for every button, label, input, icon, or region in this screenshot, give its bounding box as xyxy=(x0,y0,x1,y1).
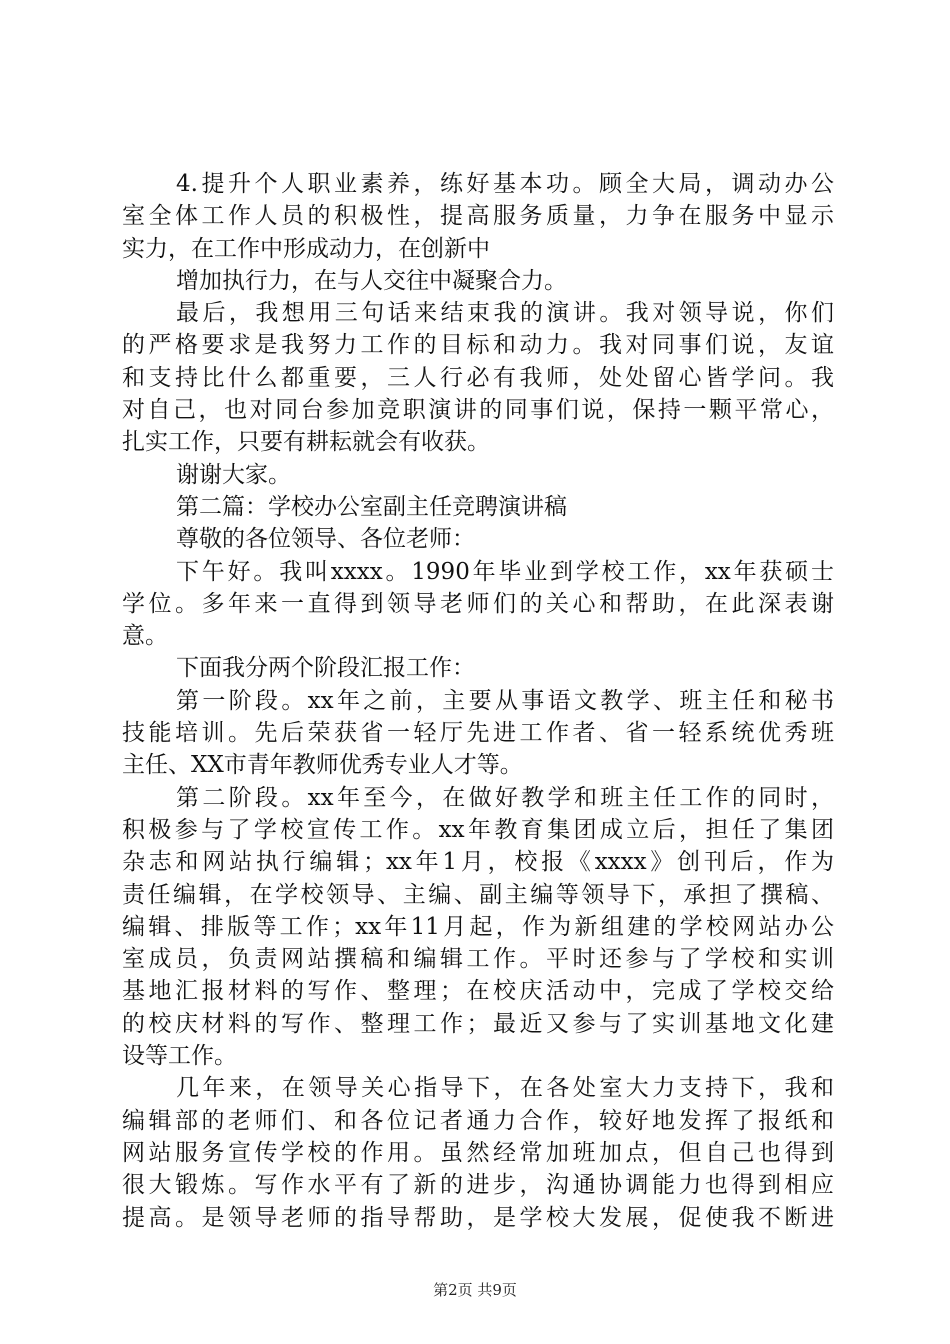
text-line: 实力，在工作中形成动力，在创新中 xyxy=(122,235,490,262)
text-line: 编辑部的老师们、和各位记者通力合作，较好地发挥了报纸和 xyxy=(122,1107,834,1134)
text-line: 对自己，也对同台参加竞职演讲的同事们说，保持一颗平常心， xyxy=(122,397,834,424)
text-line: 尊敬的各位领导、各位老师： xyxy=(176,526,475,553)
text-line: 谢谢大家。 xyxy=(176,461,291,488)
text-line: 的校庆材料的写作、整理工作；最近又参与了实训基地文化建 xyxy=(122,1010,834,1037)
text-line: 室成员，负责网站撰稿和编辑工作。平时还参与了学校和实训 xyxy=(122,946,834,973)
text-line: 技能培训。先后荣获省一轻厅先进工作者、省一轻系统优秀班 xyxy=(122,720,834,747)
text-line: 基地汇报材料的写作、整理；在校庆活动中，完成了学校交给 xyxy=(122,978,834,1005)
text-line: 网站服务宣传学校的作用。虽然经常加班加点，但自己也得到 xyxy=(122,1139,834,1166)
text-line: 积极参与了学校宣传工作。xx年教育集团成立后，担任了集团 xyxy=(122,816,834,843)
text-line: 设等工作。 xyxy=(122,1043,237,1070)
page-footer: 第2页 共9页 xyxy=(433,1281,517,1299)
text-line: 扎实工作，只要有耕耘就会有收获。 xyxy=(122,429,490,456)
text-line: 提高。是领导老师的指导帮助，是学校大发展，促使我不断进 xyxy=(122,1204,834,1231)
text-line: 的严格要求是我努力工作的目标和动力。我对同事们说，友谊 xyxy=(122,332,834,359)
text-line: 室全体工作人员的积极性，提高服务质量，力争在服务中显示 xyxy=(122,203,834,230)
text-line: 几年来，在领导关心指导下，在各处室大力支持下，我和 xyxy=(176,1075,834,1102)
text-line: 下午好。我叫xxxx。1990年毕业到学校工作，xx年获硕士 xyxy=(176,558,834,585)
text-line: 和支持比什么都重要，三人行必有我师，处处留心皆学问。我 xyxy=(122,364,834,391)
text-line: 第二阶段。xx年至今，在做好教学和班主任工作的同时， xyxy=(176,784,834,811)
text-line: 意。 xyxy=(122,623,168,650)
text-line: 学位。多年来一直得到领导老师们的关心和帮助，在此深表谢 xyxy=(122,590,834,617)
text-line: 编辑、排版等工作；xx年11月起，作为新组建的学校网站办公 xyxy=(122,913,834,940)
document-body xyxy=(122,168,834,1234)
text-line: 下面我分两个阶段汇报工作： xyxy=(176,655,475,682)
text-line: 4.提升个人职业素养，练好基本功。顾全大局，调动办公 xyxy=(176,171,834,197)
text-line: 第二篇：学校办公室副主任竞聘演讲稿 xyxy=(176,493,567,520)
text-line: 第一阶段。xx年之前，主要从事语文教学、班主任和秘书 xyxy=(176,687,834,714)
text-line: 杂志和网站执行编辑；xx年1月，校报《xxxx》创刊后，作为 xyxy=(122,849,834,876)
text-line: 主任、XX市青年教师优秀专业人才等。 xyxy=(122,752,523,779)
text-line: 很大锻炼。写作水平有了新的进步，沟通协调能力也得到相应 xyxy=(122,1172,834,1199)
text-line: 增加执行力，在与人交往中凝聚合力。 xyxy=(176,267,567,294)
text-line: 最后，我想用三句话来结束我的演讲。我对领导说，你们 xyxy=(176,300,834,327)
text-line: 责任编辑，在学校领导、主编、副主编等领导下，承担了撰稿、 xyxy=(122,881,834,908)
